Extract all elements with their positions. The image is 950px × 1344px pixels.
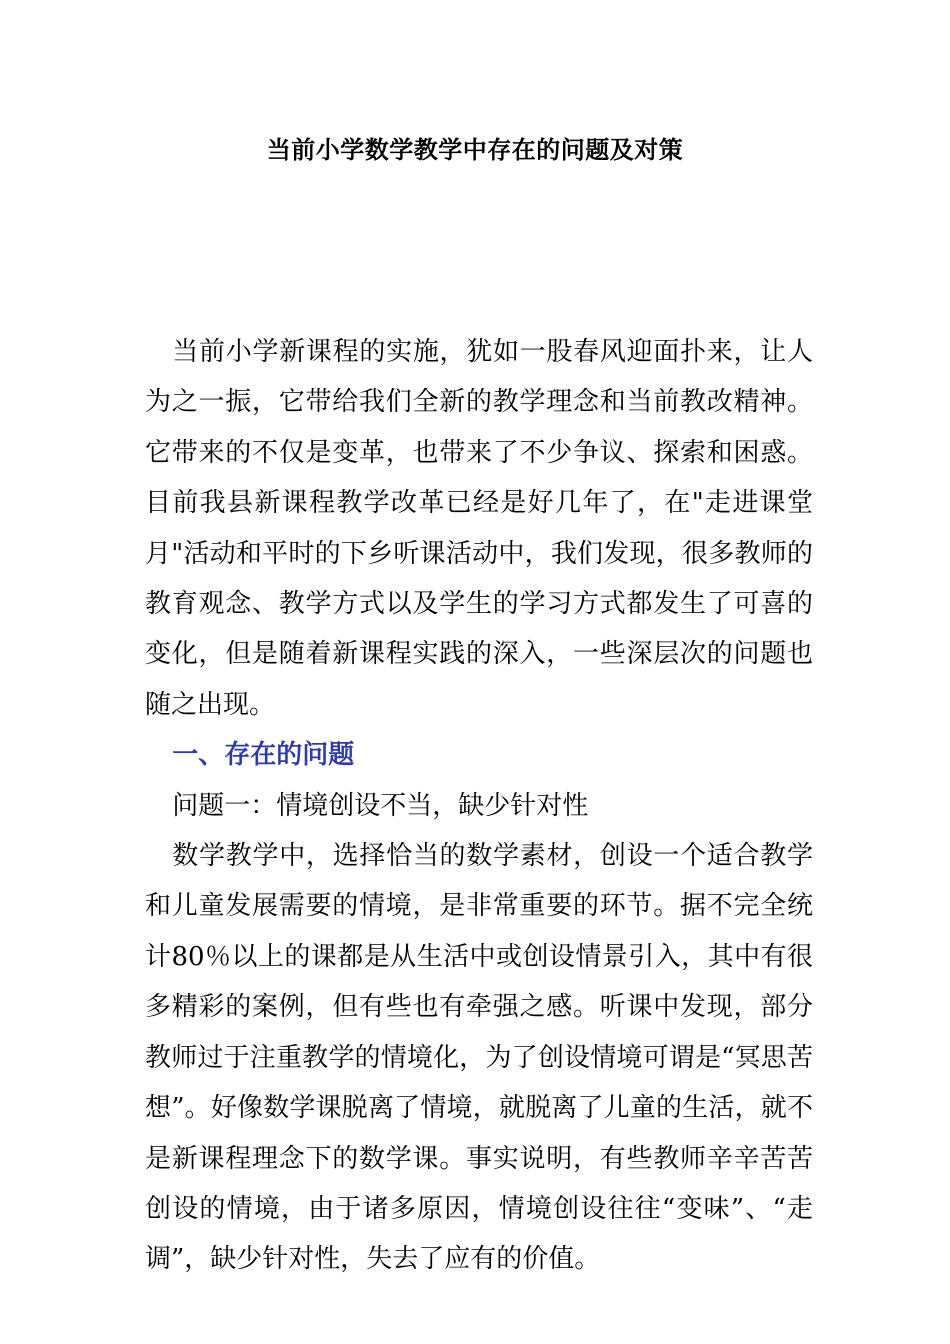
- problem-1-heading: 问题一：情境创设不当，缺少针对性: [172, 790, 589, 821]
- section-heading-problems: 一、存在的问题: [172, 740, 355, 771]
- problem-1-paragraph: 数学教学中，选择恰当的数学素材，创设一个适合教学和儿童发展需要的情境，是非常重要的环节。据不完全统计80％以上的课都是从生活中或创设情景引入，其中有很多精彩的案例，但有些也有牵强之感。听课中发现，部分教师过于注重教学的情境化，为了创设情境可谓是“冥思苦想”。好像数学课脱离了情境，就脱离了儿童的生活，就不是新课程理念下的数学课。事实说明，有些教师辛辛苦苦创设的情境，由于诸多原因，情境创设往往“变味”、“走调”，缺少针对性，失去了应有的价值。: [145, 841, 813, 1275]
- document-title: 当前小学数学教学中存在的问题及对策: [266, 135, 684, 164]
- body-text: [145, 327, 813, 1285]
- intro-paragraph: 当前小学新课程的实施，犹如一股春风迎面扑来，让人为之一振，它带给我们全新的教学理念和当前教改精神。它带来的不仅是变革，也带来了不少争议、探索和困惑。目前我县新课程教学改革已经是好几年了，在"走进课堂月"活动和平时的下乡听课活动中，我们发现，很多教师的教育观念、教学方式以及学生的学习方式都发生了可喜的变化，但是随着新课程实践的深入，一些深层次的问题也随之出现。: [145, 337, 813, 720]
